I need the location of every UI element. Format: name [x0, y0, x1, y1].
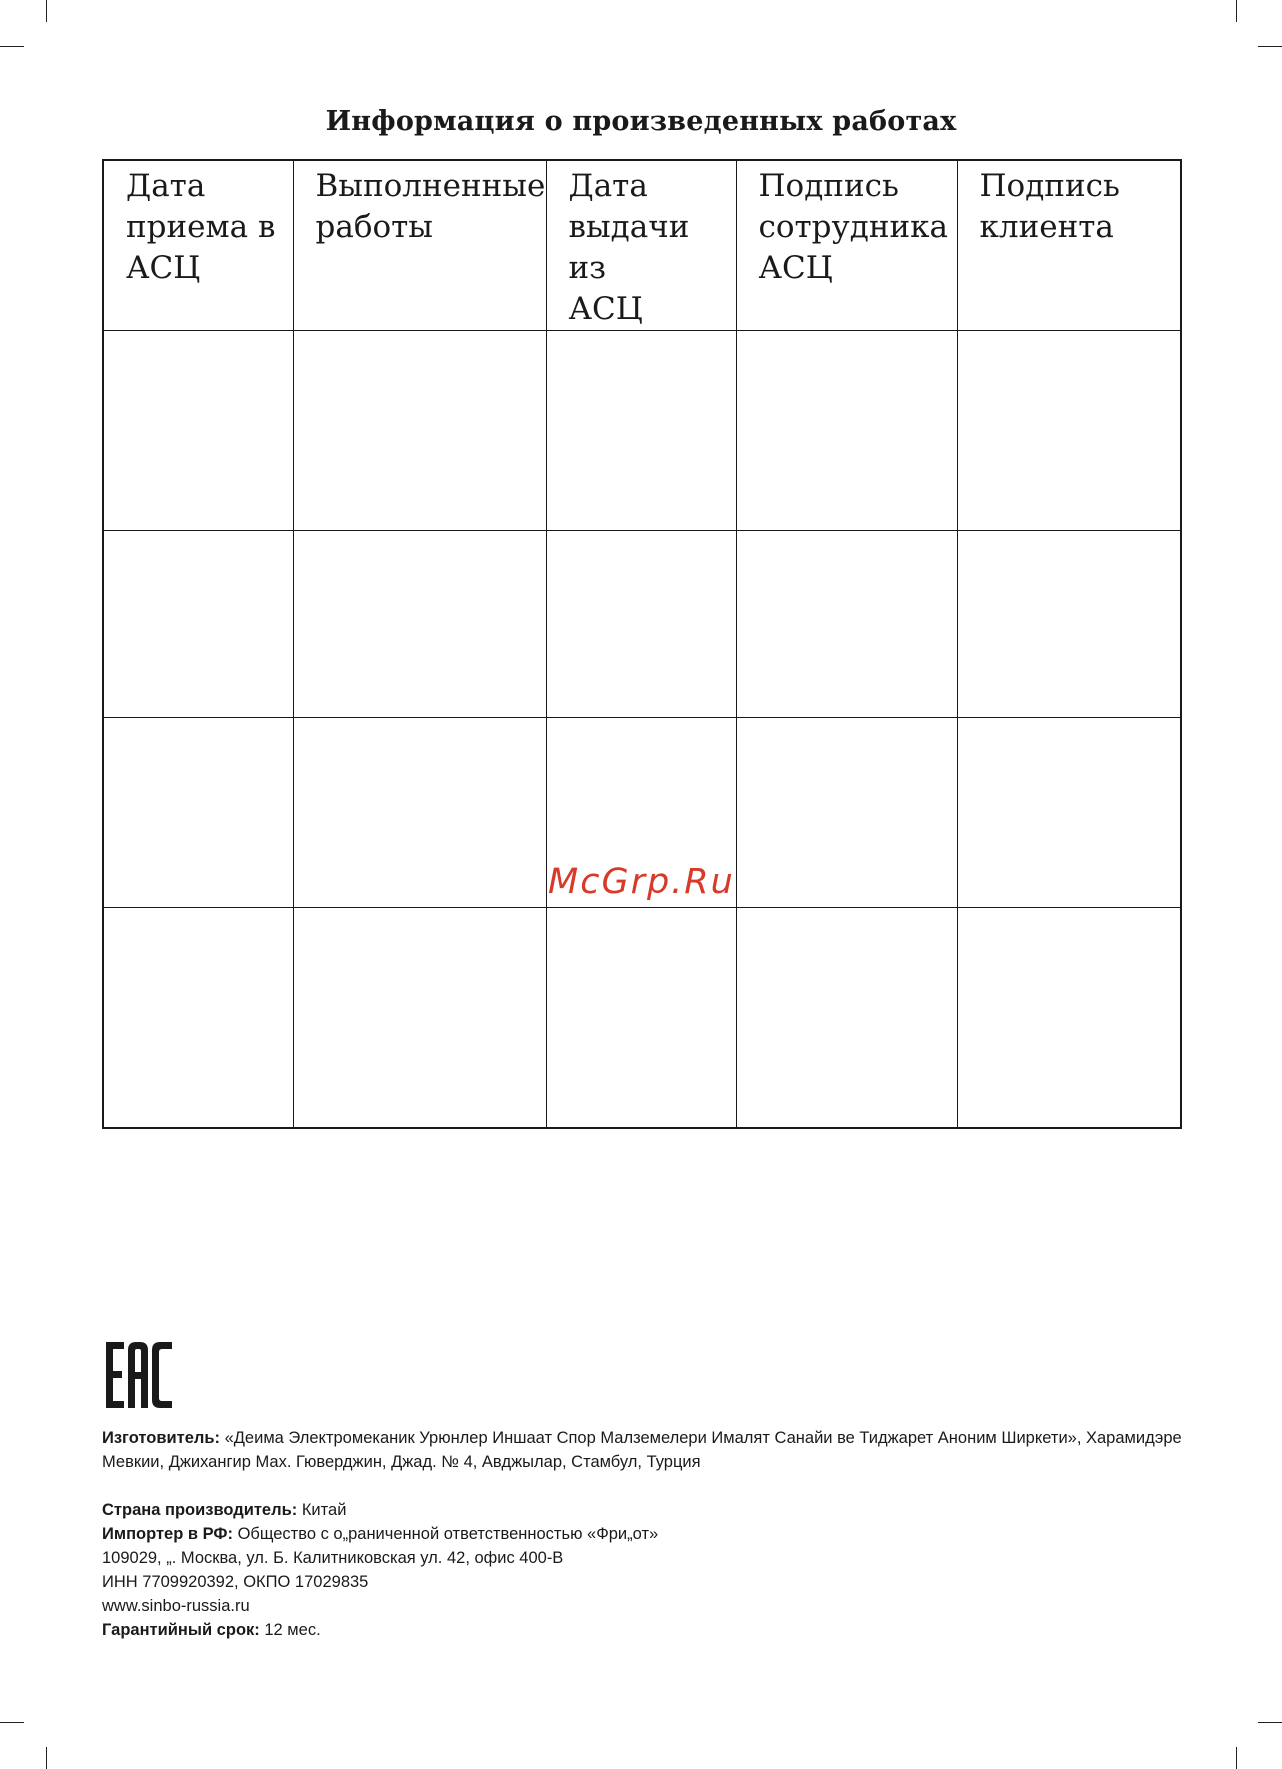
- crop-mark: [0, 46, 24, 47]
- crop-mark: [1236, 1747, 1237, 1769]
- table-cell[interactable]: [546, 331, 736, 531]
- table-cell[interactable]: [736, 531, 957, 718]
- header-issue-date: Дата выдачи из АСЦ: [546, 160, 736, 331]
- header-work-performed: Выполненные работы: [293, 160, 546, 331]
- table-cell[interactable]: [103, 331, 293, 531]
- table-cell[interactable]: [957, 531, 1181, 718]
- watermark: McGrp.Ru: [548, 862, 735, 902]
- table-cell[interactable]: [736, 908, 957, 1128]
- crop-mark: [1258, 46, 1282, 47]
- service-records-table: [102, 159, 1182, 1129]
- table-cell[interactable]: [293, 908, 546, 1128]
- table-cell[interactable]: [736, 331, 957, 531]
- table-cell[interactable]: [957, 331, 1181, 531]
- table-cell[interactable]: [103, 908, 293, 1128]
- crop-mark: [0, 1722, 24, 1723]
- importer-info: [102, 1498, 1192, 1642]
- table-cell[interactable]: [957, 908, 1181, 1128]
- table-cell[interactable]: [103, 531, 293, 718]
- table-cell[interactable]: [546, 531, 736, 718]
- table-cell[interactable]: [293, 531, 546, 718]
- table-cell[interactable]: [293, 331, 546, 531]
- manufacturer-info: Изготовитель: «Деима Электромеканик Урюнлер Иншаат Спор Малземелери Ималят Санайи ве Тиджарет Аноним Ширкети», Харамидэре Мевкии, Джихангир Мах. Гюверджин, Джад. № 4, Авджылар, Стамбул, Турция: [102, 1429, 1182, 1471]
- table-cell[interactable]: [736, 718, 957, 908]
- header-client-signature: Подпись клиента: [957, 160, 1181, 331]
- page-title: Информация о произведенных работах: [325, 106, 957, 137]
- website-link[interactable]: www.sinbo-russia.ru: [102, 1597, 250, 1615]
- table-cell[interactable]: [546, 908, 736, 1128]
- country-line: Страна производитель: Китай: [102, 1501, 347, 1519]
- table-row: [103, 531, 1181, 718]
- crop-mark: [1236, 0, 1237, 22]
- eac-mark-icon: [104, 1342, 172, 1408]
- crop-mark: [46, 0, 47, 22]
- crop-mark: [46, 1747, 47, 1769]
- importer-line: Импортер в РФ: Общество с о„раниченной ответственностью «Фри„от»: [102, 1525, 659, 1543]
- table-row: [103, 331, 1181, 531]
- header-receipt-date: Дата приема в АСЦ: [103, 160, 293, 331]
- inn-line: ИНН 7709920392, ОКПО 17029835: [102, 1573, 369, 1591]
- table-row: [103, 908, 1181, 1128]
- table-cell[interactable]: [293, 718, 546, 908]
- table-cell[interactable]: [957, 718, 1181, 908]
- crop-mark: [1258, 1722, 1282, 1723]
- table-cell[interactable]: [103, 718, 293, 908]
- table-header-row: [103, 160, 1181, 331]
- header-staff-signature: Подпись сотрудника АСЦ: [736, 160, 957, 331]
- warranty-line: Гарантийный срок: 12 мес.: [102, 1621, 321, 1639]
- address-line: 109029, „. Москва, ул. Б. Калитниковская ул. 42, офис 400-В: [102, 1549, 564, 1567]
